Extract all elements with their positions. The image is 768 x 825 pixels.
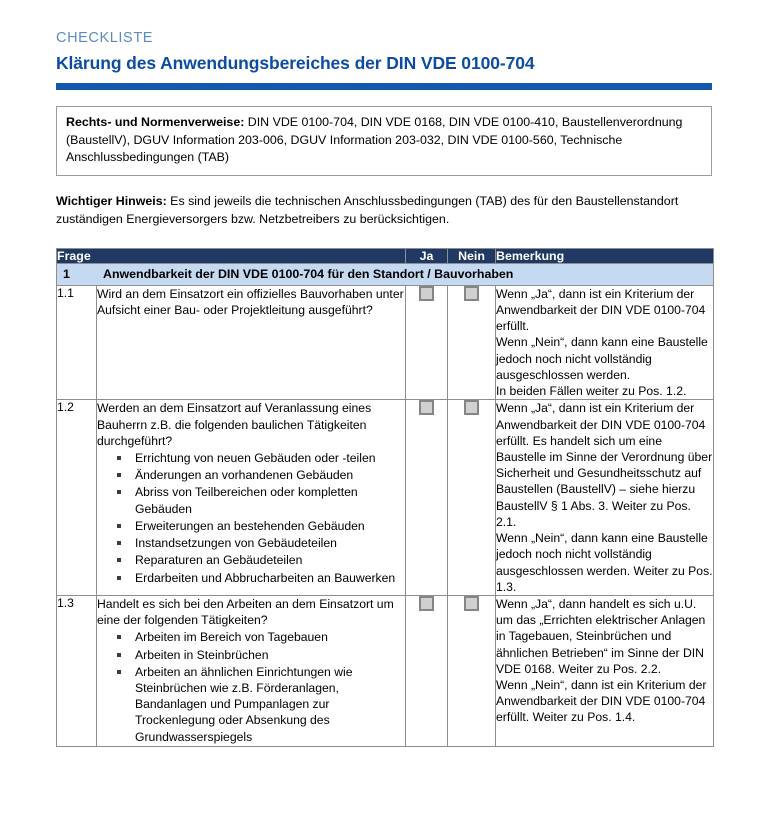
remark-paragraph: Wenn „Ja“, dann ist ein Kriterium der Anwendbarkeit der DIN VDE 0100-704 erfüllt. Es handelt sich um eine Baustelle im Sinne der Verordnung über Sicherheit und Gesundheitsschutz auf Baustellen (BaustellV) – siehe hierzu BaustellV § 1 Abs. 3. Weiter zu Pos. 2.1. xyxy=(496,401,713,529)
notice-label: Wichtiger Hinweis: xyxy=(56,193,167,208)
remark-paragraph: In beiden Fällen weiter zu Pos. 1.2. xyxy=(496,384,687,399)
question-text: Handelt es sich bei den Arbeiten an dem Einsatzort um eine der folgenden Tätigkeiten? xyxy=(97,596,394,628)
list-item: Arbeiten an ähnlichen Einrichtungen wie Steinbrüchen wie z.B. Förderanlagen, Bandanlagen und Pumpanlagen zur Trockenlegung oder Absenkung des Grundwasserspiegels xyxy=(117,664,405,746)
checkbox-cell-nein[interactable] xyxy=(448,285,496,400)
row-question xyxy=(97,285,406,400)
remark-paragraph: Wenn „Ja“, dann handelt es sich u.U. um das „Errichten elektrischer Anlagen in Tagebauen, Steinbrüchen und ähnlichen Betrieben“ im Sinne der DIN VDE 0168. Weiter zu Pos. 2.2. xyxy=(496,596,706,676)
remark-paragraph: Wenn „Nein“, dann kann eine Baustelle jedoch noch nicht vollständig ausgeschlossen werden. xyxy=(496,335,708,382)
row-remark xyxy=(496,400,714,596)
table-row xyxy=(57,285,714,400)
table-header-row xyxy=(57,248,714,263)
list-item: Errichtung von neuen Gebäuden oder -teilen xyxy=(117,450,405,467)
section-title: Anwendbarkeit der DIN VDE 0100-704 für den Standort / Bauvorhaben xyxy=(103,266,514,281)
list-item: Erweiterungen an bestehenden Gebäuden xyxy=(117,518,405,535)
question-bullet-list xyxy=(97,450,405,587)
remark-paragraph: Wenn „Ja“, dann ist ein Kriterium der Anwendbarkeit der DIN VDE 0100-704 erfüllt. xyxy=(496,286,706,334)
row-number: 1.2 xyxy=(57,400,97,596)
references-label: Rechts- und Normenverweise: xyxy=(66,115,245,129)
column-header-bemerkung: Bemerkung xyxy=(496,248,714,263)
section-row xyxy=(57,263,714,285)
list-item: Abriss von Teilbereichen oder kompletten Gebäuden xyxy=(117,484,405,517)
table-row xyxy=(57,400,714,596)
column-header-frage: Frage xyxy=(57,248,406,263)
row-question xyxy=(97,400,406,596)
row-number: 1.1 xyxy=(57,285,97,400)
remark-paragraph: Wenn „Nein“, dann kann eine Baustelle jedoch noch nicht vollständig ausgeschlossen werden. Weiter zu Pos. 1.3. xyxy=(496,531,713,594)
checkbox-cell-nein[interactable] xyxy=(448,400,496,596)
question-bullet-list xyxy=(97,629,405,746)
table-body xyxy=(57,263,714,746)
table-header xyxy=(57,248,714,263)
row-number: 1.3 xyxy=(57,595,97,746)
important-notice xyxy=(56,193,712,229)
checkbox-cell-nein[interactable] xyxy=(448,595,496,746)
question-text: Werden an dem Einsatzort auf Veranlassung eines Bauherrn z.B. die folgenden baulichen Tätigkeiten durchgeführt? xyxy=(97,401,372,448)
page-title: Klärung des Anwendungsbereiches der DIN VDE 0100-704 xyxy=(56,53,535,73)
checklist-table xyxy=(56,248,714,747)
table-row xyxy=(57,595,714,746)
checkbox-ja[interactable] xyxy=(419,400,434,415)
checkbox-ja[interactable] xyxy=(419,286,434,301)
section-number: 1 xyxy=(63,266,70,281)
question-text: Wird an dem Einsatzort ein offizielles Bauvorhaben unter Aufsicht einer Bau- oder Projektleitung ausgeführt? xyxy=(97,286,404,318)
list-item: Änderungen an vorhandenen Gebäuden xyxy=(117,467,405,484)
remark-paragraph: Wenn „Nein“, dann ist ein Kriterium der Anwendbarkeit der DIN VDE 0100-704 erfüllt. Weiter zu Pos. 1.4. xyxy=(496,678,707,725)
section-cell xyxy=(57,263,714,285)
references-box xyxy=(56,106,712,176)
list-item: Arbeiten im Bereich von Tagebauen xyxy=(117,629,405,646)
row-question xyxy=(97,595,406,746)
column-header-ja: Ja xyxy=(406,248,448,263)
row-remark xyxy=(496,285,714,400)
notice-text: Es sind jeweils die technischen Anschlussbedingungen (TAB) des für den Baustellenstandort zuständigen Energieversorgers bzw. Netzbetreibers zu berücksichtigen. xyxy=(56,193,679,226)
checkbox-cell-ja[interactable] xyxy=(406,595,448,746)
list-item: Instandsetzungen von Gebäudeteilen xyxy=(117,535,405,552)
row-remark xyxy=(496,595,714,746)
checkbox-nein[interactable] xyxy=(464,286,479,301)
references-text: DIN VDE 0100-704, DIN VDE 0168, DIN VDE 0100-410, Baustellenverordnung (BaustellV), DGUV Information 203-006, DGUV Information 203-032, DIN VDE 0100-560, Technische Anschlussbedingungen (TAB) xyxy=(66,115,683,165)
checkbox-cell-ja[interactable] xyxy=(406,400,448,596)
column-header-nein: Nein xyxy=(448,248,496,263)
document-kicker: CHECKLISTE xyxy=(56,30,154,46)
list-item: Erdarbeiten und Abbrucharbeiten an Bauwerken xyxy=(117,570,405,587)
checkbox-ja[interactable] xyxy=(419,596,434,611)
checkbox-nein[interactable] xyxy=(464,596,479,611)
checkbox-nein[interactable] xyxy=(464,400,479,415)
checkbox-cell-ja[interactable] xyxy=(406,285,448,400)
list-item: Reparaturen an Gebäudeteilen xyxy=(117,552,405,569)
list-item: Arbeiten in Steinbrüchen xyxy=(117,647,405,664)
title-divider xyxy=(56,83,712,90)
